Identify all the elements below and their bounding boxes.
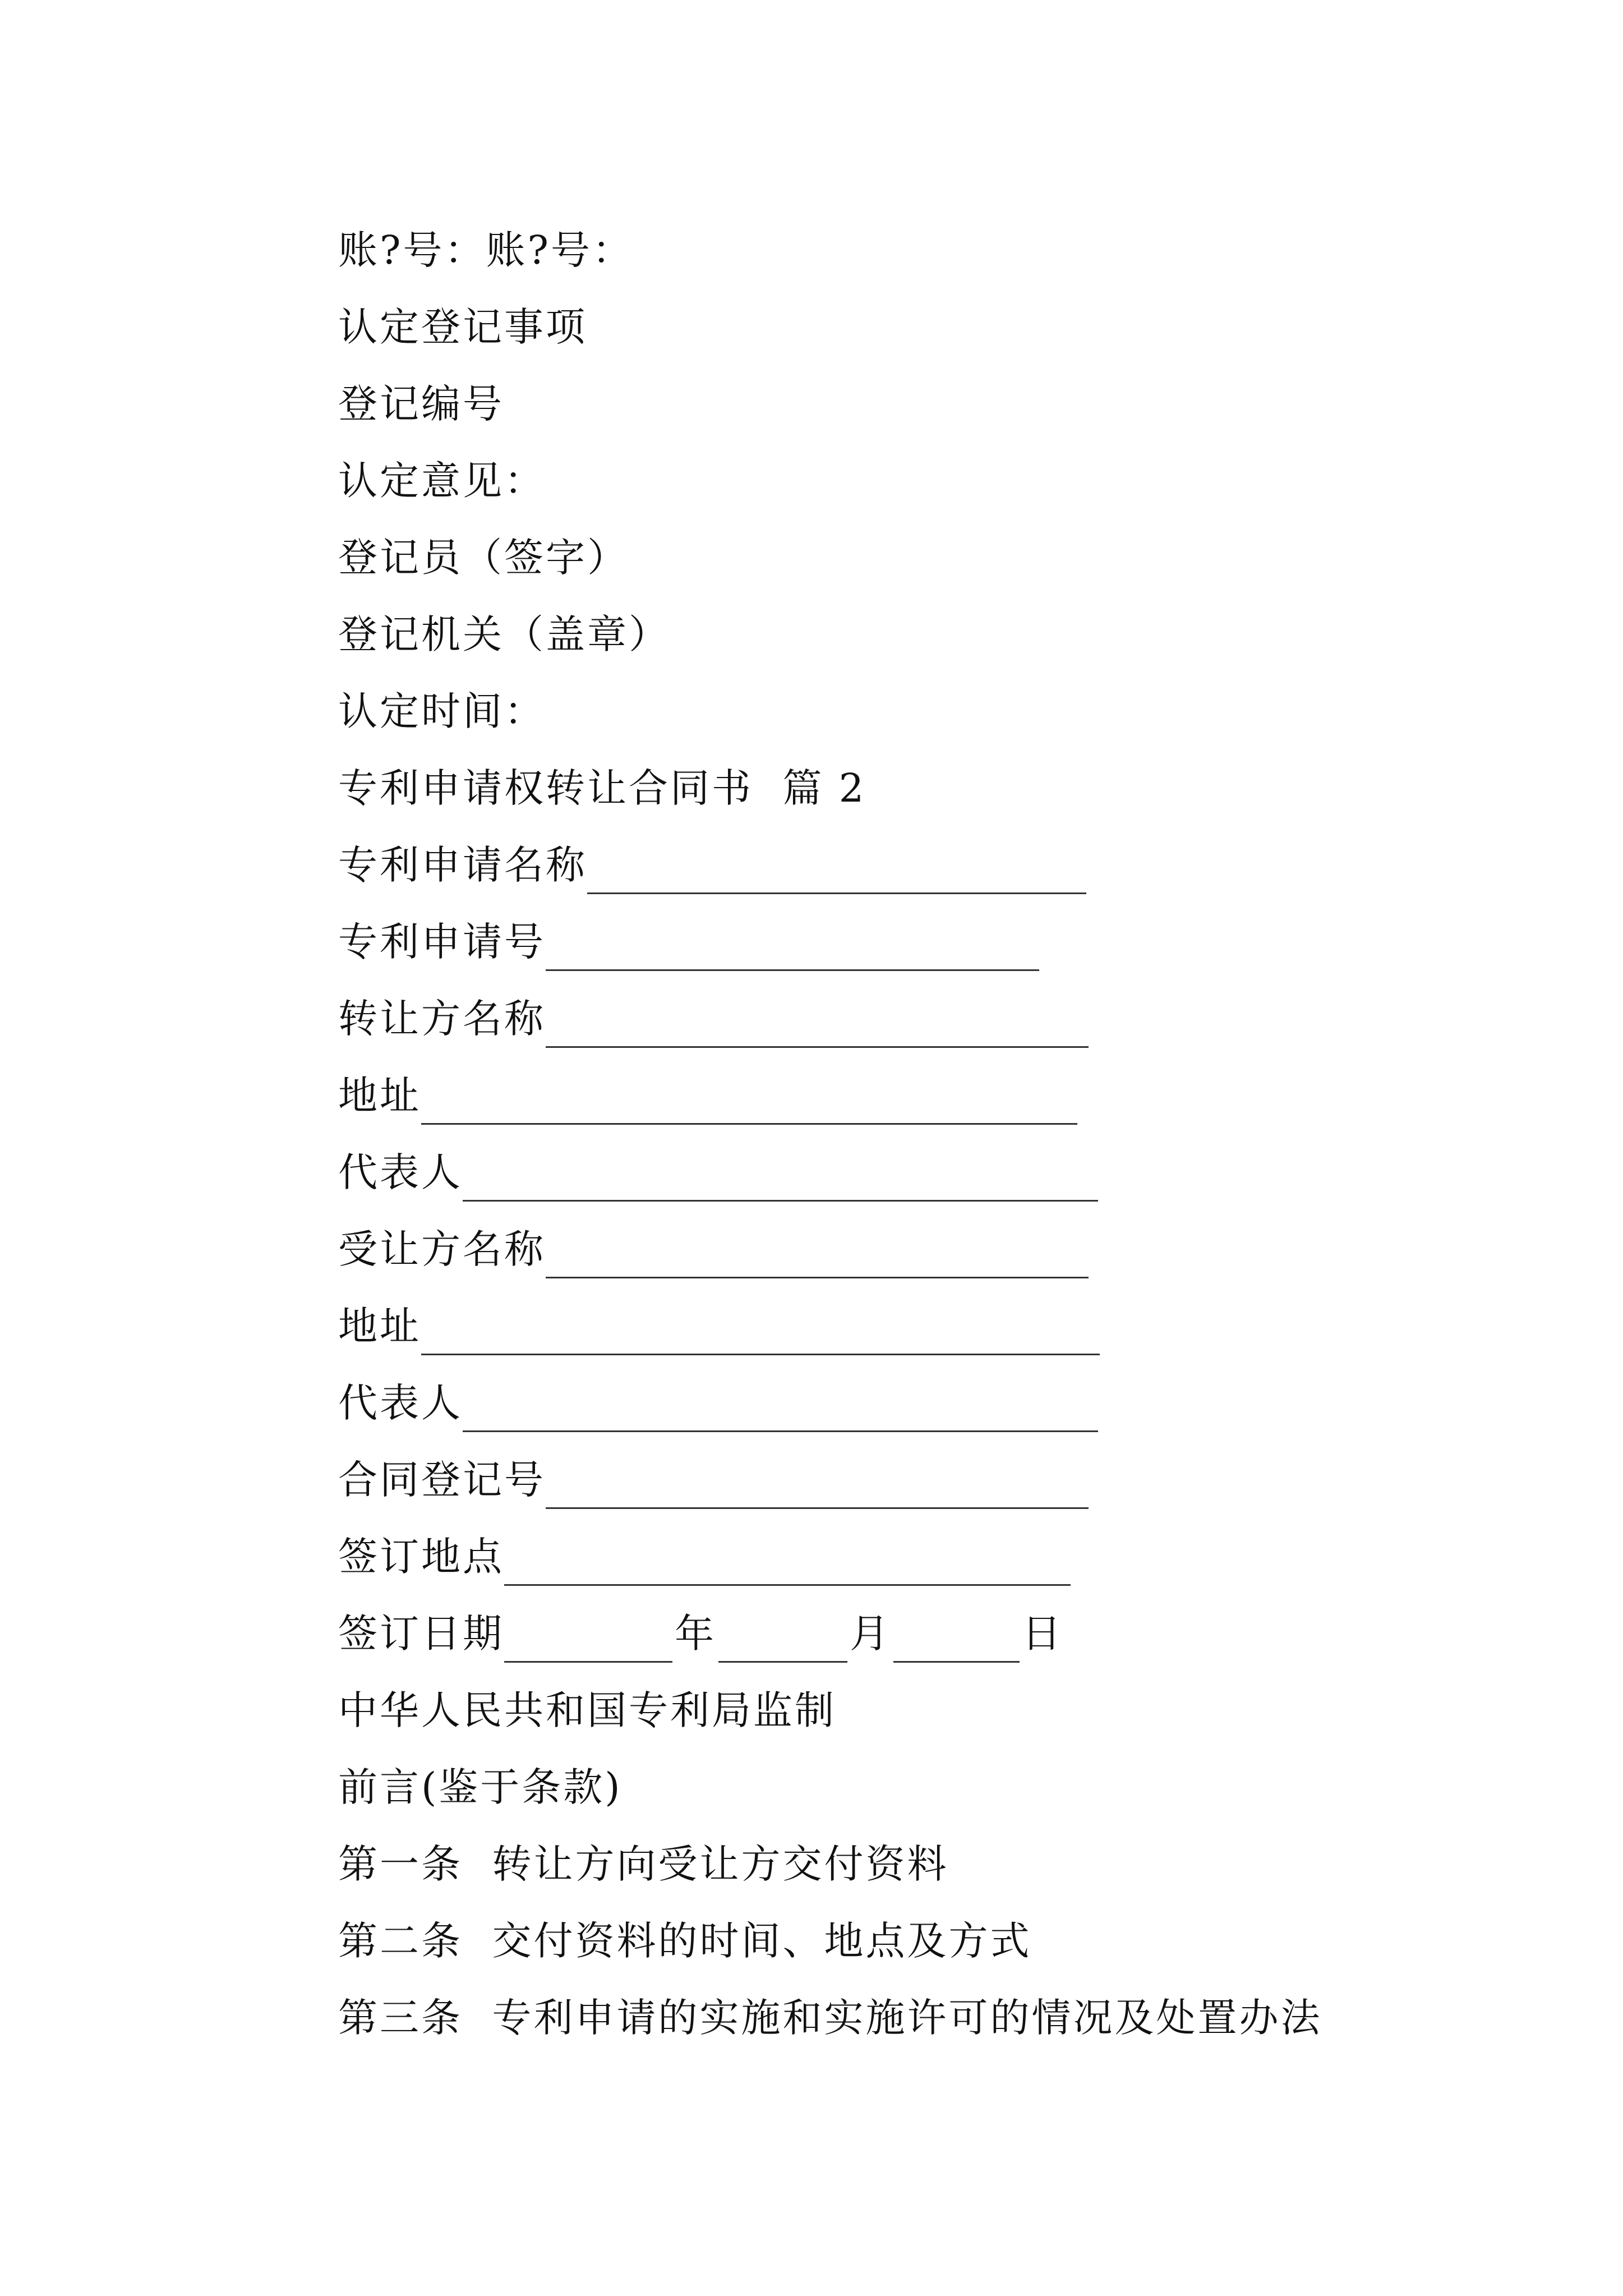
field-label: 代表人	[338, 1380, 463, 1426]
blank-line	[421, 1314, 1100, 1355]
blank-line	[463, 1161, 1098, 1202]
registrar-signature-label: 登记员（签字）	[338, 535, 629, 581]
blank-line	[546, 930, 1039, 971]
transferor-address-field	[338, 1057, 1460, 1134]
field-label: 转让方名称	[338, 996, 546, 1042]
contract-title: 专利申请权转让合同书 篇 2	[338, 765, 866, 811]
transferor-representative-field	[338, 1134, 1460, 1211]
month-unit: 月	[850, 1611, 891, 1657]
document-page	[338, 212, 1460, 2056]
field-label: 专利申请名称	[338, 842, 587, 888]
patent-application-name-field	[338, 827, 1460, 904]
blank-line	[546, 1007, 1089, 1048]
blank-line	[421, 1084, 1077, 1125]
signing-place-field	[338, 1519, 1460, 1595]
transferor-name-field	[338, 981, 1460, 1057]
day-unit: 日	[1022, 1611, 1063, 1657]
preamble-heading: 前言(鉴于条款)	[338, 1764, 623, 1810]
field-label: 签订地点	[338, 1534, 504, 1580]
blank-line	[587, 853, 1086, 894]
registration-authority-seal-label: 登记机关（盖章）	[338, 611, 670, 657]
blank-line	[546, 1237, 1089, 1278]
article-1: 第一条 转让方向受让方交付资料	[338, 1841, 949, 1887]
blank-line	[504, 1545, 1071, 1586]
field-label: 地址	[338, 1303, 421, 1349]
month-blank	[718, 1622, 847, 1663]
day-blank	[893, 1622, 1020, 1663]
transferee-name-field	[338, 1211, 1460, 1288]
supervisor-line: 中华人民共和国专利局监制	[338, 1687, 836, 1733]
field-label: 签订日期	[338, 1611, 504, 1657]
transferee-representative-field	[338, 1365, 1460, 1442]
account-number-line: 账?号：账?号：	[338, 227, 634, 273]
blank-line	[463, 1391, 1098, 1432]
field-label: 代表人	[338, 1149, 463, 1195]
field-label: 合同登记号	[338, 1457, 546, 1503]
field-label: 地址	[338, 1073, 421, 1119]
article-2: 第二条 交付资料的时间、地点及方式	[338, 1918, 1032, 1964]
field-label: 专利申请号	[338, 919, 546, 965]
transferee-address-field	[338, 1288, 1460, 1365]
field-label: 受让方名称	[338, 1226, 546, 1272]
year-unit: 年	[675, 1611, 716, 1657]
approval-time-label: 认定时间：	[338, 688, 546, 734]
registration-number-label: 登记编号	[338, 381, 504, 427]
patent-application-number-field	[338, 904, 1460, 981]
blank-line	[546, 1468, 1089, 1509]
approval-opinion-label: 认定意见：	[338, 458, 546, 504]
registration-item-heading: 认定登记事项	[338, 304, 587, 350]
article-3: 第三条 专利申请的实施和实施许可的情况及处置办法	[338, 1995, 1322, 2041]
contract-registration-number-field	[338, 1442, 1460, 1519]
signing-date-field	[338, 1595, 1460, 1672]
year-blank	[504, 1622, 672, 1663]
